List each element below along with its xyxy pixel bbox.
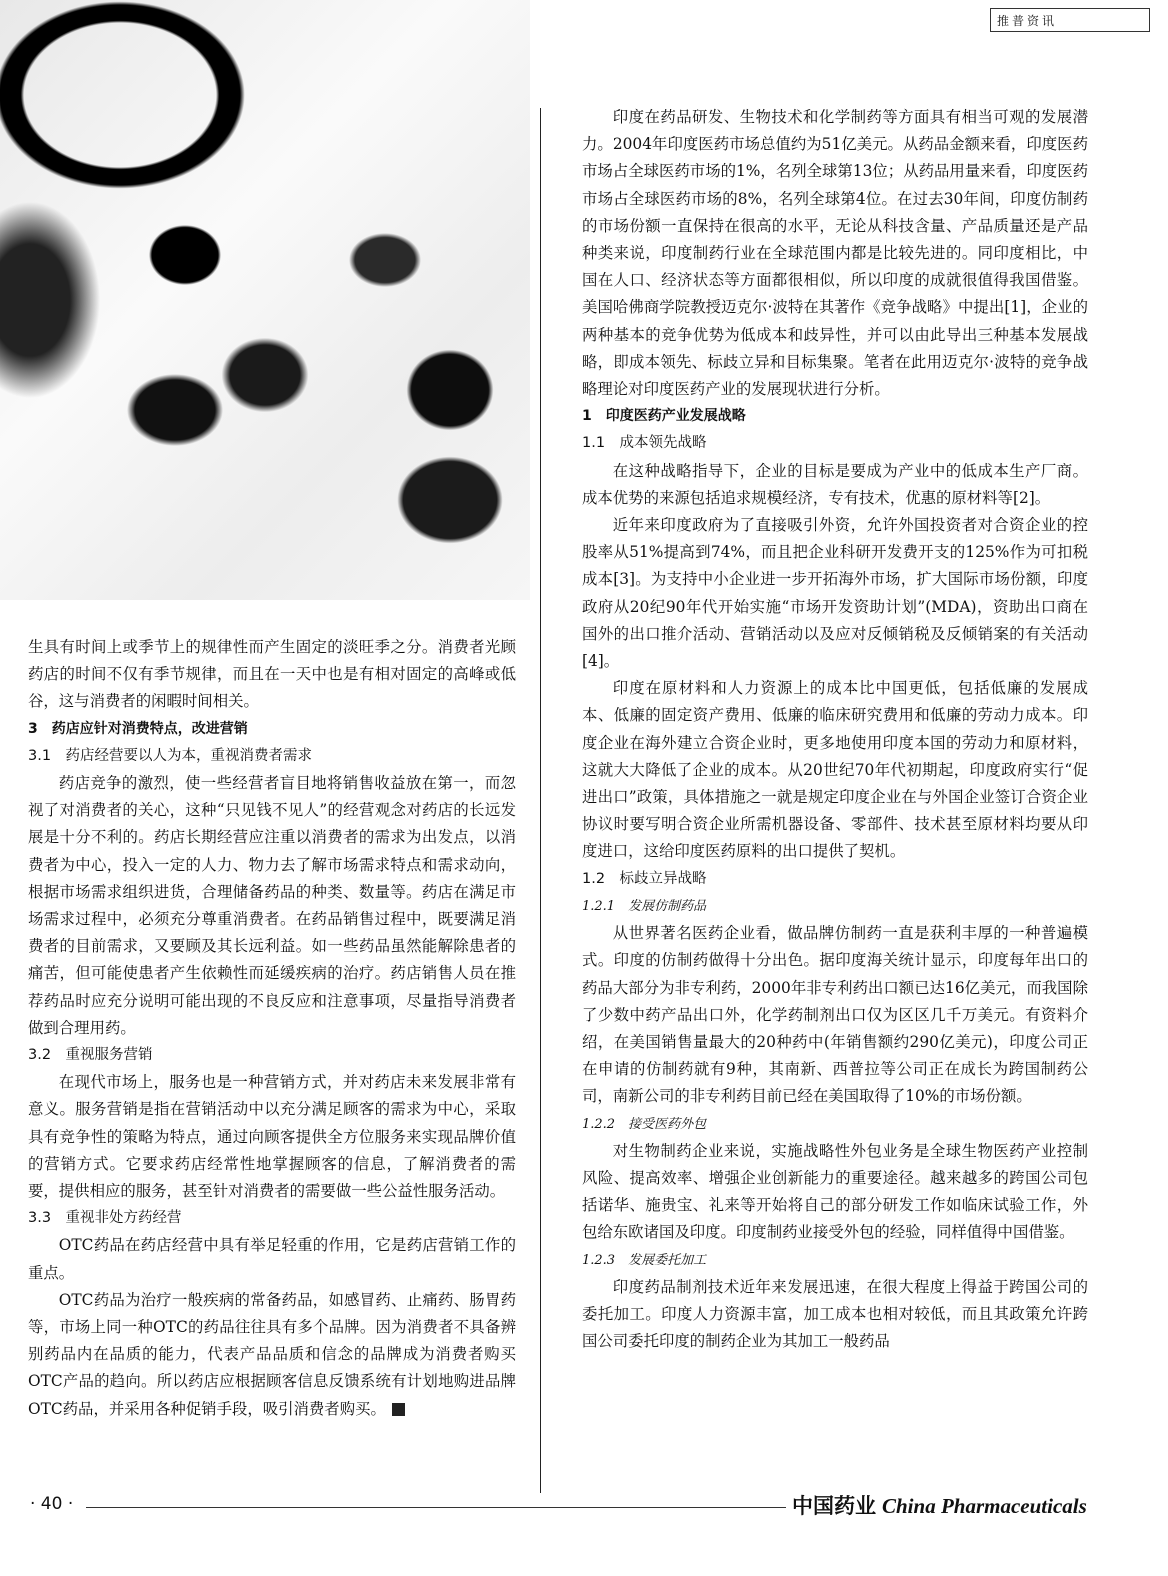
subsection-heading (28, 1205, 516, 1232)
footer-rule (86, 1507, 786, 1508)
subsection-heading (28, 743, 516, 770)
paragraph (28, 1287, 516, 1423)
text: OTC药品在药店经营中具有举足轻重的作用，它是药店营销工作的重点。 (28, 1236, 516, 1282)
text: 生具有时间上或季节上的规律性而产生固定的淡旺季之分。消费者光顾药店的时间不仅有季节规律，而且在一天中也是有相对固定的高峰或低谷，这与消费者的闲暇时间相关。 (28, 638, 516, 711)
subsection-heading (582, 430, 1088, 457)
text: 1.2.3 发展委托加工 (582, 1252, 707, 1268)
subsubsection-heading (582, 1247, 1088, 1274)
text: 1 印度医药产业发展战略 (582, 408, 746, 425)
text: 1.2.1 发展仿制药品 (582, 898, 707, 914)
page-number: · 40 · (30, 1494, 74, 1514)
text: 在这种战略指导下，企业的目标是要成为产业中的低成本生产厂商。成本优势的来源包括追求规模经济，专有技术，优惠的原材料等[2]。 (582, 461, 1088, 507)
section-heading (582, 403, 1088, 430)
paragraph (582, 1274, 1088, 1356)
section-heading (28, 716, 516, 743)
text: 药店竞争的激烈，使一些经营者盲目地将销售收益放在第一，而忽视了对消费者的关心，这种“只见钱不见人”的经营观念对药店的长远发展是十分不利的。药店长期经营应注重以消费者的需求为出发点，以消费者为中心，投入一定的人力、物力去了解市场需求特点和需求动向，根据市场需求组织进货，合理储备药品的种类、数量等。药店在满足市场需求过程中，必须充分尊重消费者。在药品销售过程中，既要满足消费者的目前需求，又要顾及其长远利益。如一些药品虽然能解除患者的痛苦，但可能使患者产生依赖性而延缓疾病的治疗。药店销售人员在推荐药品时应充分说明可能出现的不良反应和注意事项，尽量指导消费者做到合理用药。 (28, 774, 516, 1037)
journal-name (792, 1490, 1087, 1520)
text: 印度药品制剂技术近年来发展迅速，在很大程度上得益于跨国公司的委托加工。印度人力资源丰富，加工成本也相对较低，而且其政策允许跨国公司委托印度的制药企业为其加工一般药品 (582, 1277, 1088, 1351)
paragraph (582, 675, 1088, 865)
text: 3.3 重视非处方药经营 (28, 1210, 182, 1227)
text: 在现代市场上，服务也是一种营销方式，并对药店未来发展非常有意义。服务营销是指在营销活动中以充分满足顾客的需求为中心，采取具有竞争性的策略为特点，通过向顾客提供全方位服务来实现品牌价值的营销方式。它要求药店经常性地掌握顾客的信息，了解消费者的需要，提供相应的服务，甚至针对消费者的需要做一些公益性服务活动。 (28, 1073, 516, 1201)
left-column (28, 634, 516, 1423)
subsection-heading (582, 866, 1088, 893)
text: 3.2 重视服务营销 (28, 1047, 153, 1064)
text: 3 药店应针对消费特点，改进营销 (28, 720, 248, 737)
right-column (582, 104, 1088, 1355)
subsubsection-heading (582, 893, 1088, 920)
paragraph (582, 920, 1088, 1110)
paragraph (582, 458, 1088, 512)
paragraph (28, 1232, 516, 1286)
paragraph (28, 770, 516, 1042)
journal-name-en: China Pharmaceuticals (882, 1494, 1087, 1518)
journal-name-cn: 中国药业 (792, 1494, 876, 1518)
text: 近年来印度政府为了直接吸引外资，允许外国投资者对合资企业的控股率从51%提高到74%，而且把企业科研开发费开支的125%作为可扣税成本[3]。为支持中小企业进一步开拓海外市场，扩大国际市场份额，印度政府从20纪90年代开始实施“市场开发资助计划”(MDA)，资助出口商在国外的出口推介活动、营销活动以及应对反倾销税及反倾销案的有关活动[4]。 (582, 516, 1088, 671)
paragraph (582, 512, 1088, 675)
paragraph (582, 104, 1088, 403)
paragraph (582, 1138, 1088, 1247)
end-mark-icon (392, 1403, 405, 1416)
text: OTC药品为治疗一般疾病的常备药品，如感冒药、止痛药、肠胃药等，市场上同一种OTC的药品往往具有多个品牌。因为消费者不具备辨别药品内在品质的能力，代表产品品质和信念的品牌成为消费者购买OTC产品的趋向。所以药店应根据顾客信息反馈系统有计划地购进品牌OTC药品，并采用各种促销手段，吸引消费者购买。 (28, 1290, 516, 1418)
text: 印度在原材料和人力资源上的成本比中国更低，包括低廉的发展成本、低廉的固定资产费用、低廉的临床研究费用和低廉的劳动力成本。印度企业在海外建立合资企业时，更多地使用印度本国的劳动力和原材料，这就大大降低了企业的成本。从20世纪70年代初期起，印度政府实行“促进出口”政策，具体措施之一就是规定印度企业在与外国企业签订合资企业协议时要写明合资企业所需机器设备、零部件、技术甚至原材料均要从印度进口，这给印度医药原料的出口提供了契机。 (582, 679, 1088, 861)
text: 对生物制药企业来说，实施战略性外包业务是全球生物医药产业控制风险、提高效率、增强企业创新能力的重要途径。越来越多的跨国公司包括诺华、施贵宝、礼来等开始将自己的部分研发工作如临床试验工作，外包给东欧诸国及印度。印度制药业接受外包的经验，同样值得中国借鉴。 (582, 1141, 1088, 1242)
section-tag: 推普资讯 (990, 8, 1150, 32)
paragraph (28, 1069, 516, 1205)
text: 1.2.2 接受医药外包 (582, 1116, 707, 1132)
text: 1.2 标歧立异战略 (582, 870, 707, 887)
text: 从世界著名医药企业看，做品牌仿制药一直是获利丰厚的一种普遍模式。印度的仿制药做得十分出色。据印度海关统计显示，印度每年出口的药品大部分为非专利药，2000年非专利药出口额已达16亿美元，而我国除了少数中药产品出口外，化学药制剂出口仅为区区几千万美元。有资料介绍，在美国销售量最大的20种药中(年销售额约290亿美元)，印度公司正在申请的仿制药就有9种，其南新、西普拉等公司正在成长为跨国制药公司，南新公司的非专利药目前已经在美国取得了10%的市场份额。 (582, 924, 1088, 1106)
paragraph (28, 634, 516, 716)
subsubsection-heading (582, 1111, 1088, 1138)
text: 1.1 成本领先战略 (582, 435, 707, 452)
subsection-heading (28, 1042, 516, 1069)
text: 3.1 药店经营要以人为本，重视消费者需求 (28, 747, 313, 764)
text: 印度在药品研发、生物技术和化学制药等方面具有相当可观的发展潜力。2004年印度医药市场总值约为51亿美元。从药品金额来看，印度医药市场占全球医药市场的1%，名列全球第13位；从药品用量来看，印度医药市场占全球医药市场的8%，名列全球第4位。在过去30年间，印度仿制药的市场份额一直保持在很高的水平，无论从科技含量、产品质量还是产品种类来说，印度制药行业在全球范围内都是比较先进的。同印度相比，中国在人口、经济状态等方面都很相似，所以印度的成就很值得我国借鉴。美国哈佛商学院教授迈克尔·波特在其著作《竞争战略》中提出[1]，企业的两种基本的竞争优势为低成本和歧异性，并可以由此导出三种基本发展战略，即成本领先、标歧立异和目标集聚。笔者在此用迈克尔·波特的竞争战略理论对印度医药产业的发展现状进行分析。 (582, 108, 1088, 399)
column-divider (540, 108, 541, 1493)
pills-photo (0, 0, 530, 600)
